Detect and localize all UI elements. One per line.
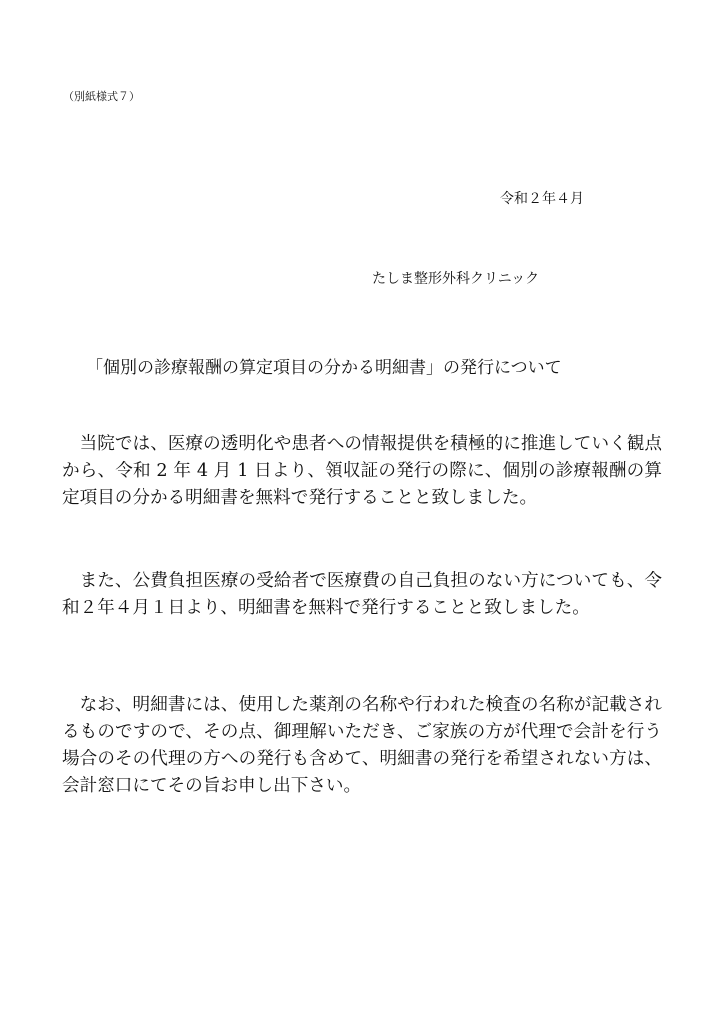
date: 令和２年４月: [500, 191, 584, 207]
paragraph-3: なお、明細書には、使用した薬剤の名称や行われた検査の名称が記載されるものですので、その点、御理解いただき、ご家族の方が代理で会計を行う場合のその代理の方への発行も含めて、明細書の発行を希望されない方は、会計窓口にてその旨お申し出下さい。: [62, 695, 662, 796]
document-title: 「個別の診療報酬の算定項目の分かる明細書」の発行について: [86, 358, 562, 378]
paragraph-2: また、公費負担医療の受給者で医療費の自己負担のない方についても、令和２年４月１日より、明細書を無料で発行することと致しました。: [62, 571, 662, 618]
clinic-name: たしま整形外科クリニック: [372, 271, 540, 287]
form-label: （別紙様式７）: [63, 90, 140, 103]
paragraph-1: 当院では、医療の透明化や患者への情報提供を積極的に推進していく観点から、令和 2 年 4 月 1 日より、領収証の発行の際に、個別の診療報酬の算定項目の分かる明細書を無料で発行することと致しました。: [62, 434, 662, 508]
